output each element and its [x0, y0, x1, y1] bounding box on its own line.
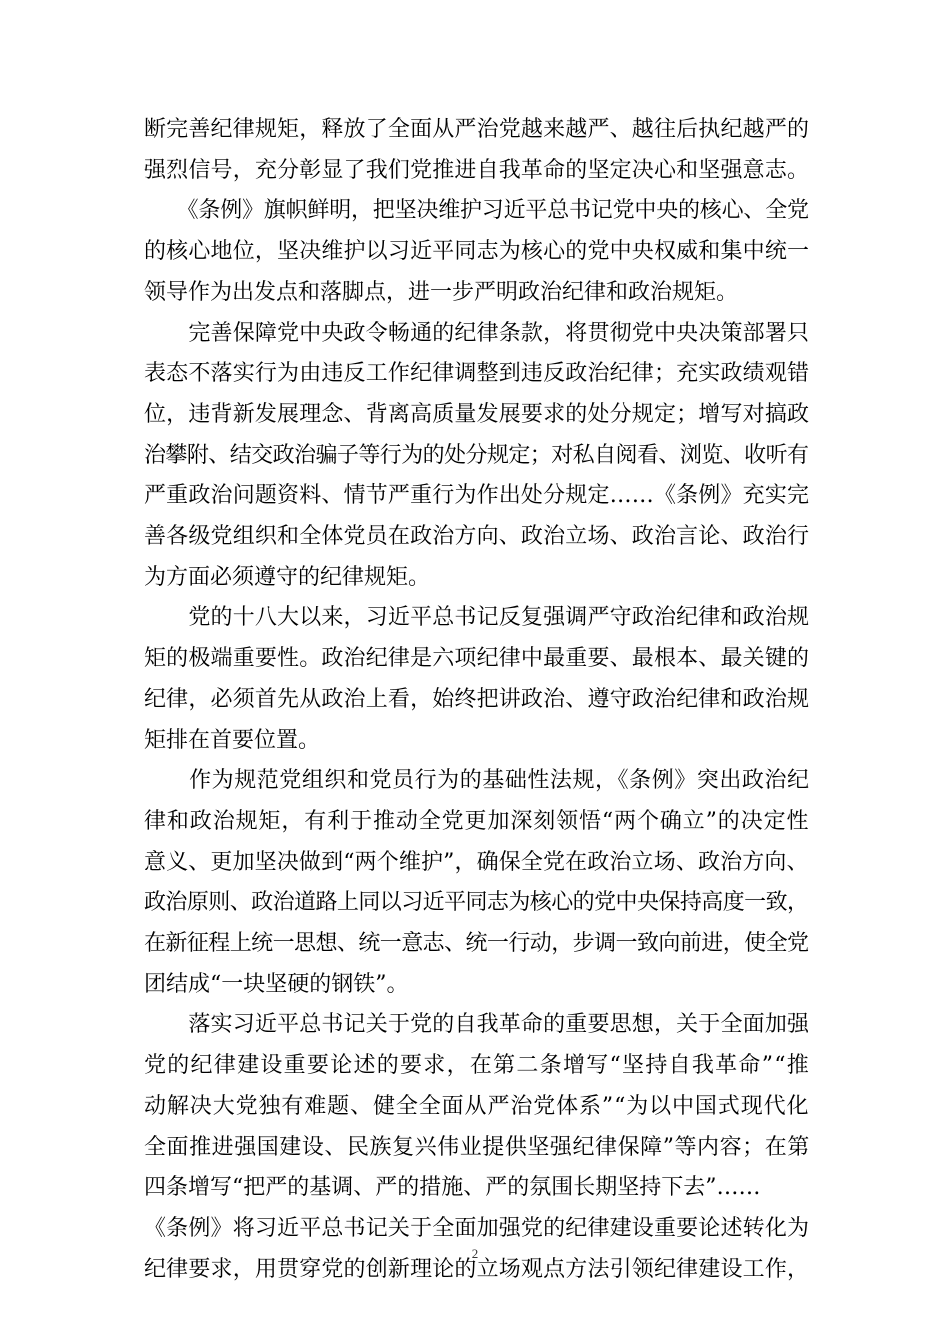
text-line: 为方面必须遵守的纪律规矩。 [144, 564, 431, 590]
text-line: 党的纪律建设重要论述的要求，在第二条增写“坚持自我革命”“推 [144, 1053, 811, 1079]
text-line: 政治原则、政治道路上同以习近平同志为核心的党中央保持高度一致， [144, 890, 809, 916]
text-line: 律和政治规矩，有利于推动全党更加深刻领悟“两个确立”的决定性 [144, 808, 810, 834]
text-line: 领导作为出发点和落脚点，进一步严明政治纪律和政治规矩。 [144, 279, 739, 305]
text-line: 表态不落实行为由违反工作纪律调整到违反政治纪律；充实政绩观错 [144, 361, 810, 387]
text-line: 纪律要求，用贯穿党的创新理论的立场观点方法引领纪律建设工作， [144, 1256, 810, 1282]
text-line: 的核心地位，坚决维护以习近平同志为核心的党中央权威和集中统一 [144, 239, 810, 265]
text-line: 全面推进强国建设、民族复兴伟业提供坚强纪律保障”等内容；在第 [144, 1134, 810, 1160]
text-line: 党的十八大以来，习近平总书记反复强调严守政治纪律和政治规 [144, 605, 810, 631]
text-line: 严重政治问题资料、情节严重行为作出处分规定……《条例》充实完 [144, 483, 810, 509]
text-line: 动解决大党独有难题、健全全面从严治党体系”“为以中国式现代化 [144, 1093, 810, 1119]
text-line: 完善保障党中央政令畅通的纪律条款，将贯彻党中央决策部署只 [144, 320, 810, 346]
text-line: 矩的极端重要性。政治纪律是六项纪律中最重要、最根本、最关键的 [144, 646, 810, 672]
text-line: 位，违背新发展理念、背离高质量发展要求的处分规定；增写对搞政 [144, 401, 810, 427]
text-line: 治攀附、结交政治骗子等行为的处分规定；对私自阅看、浏览、收听有 [144, 442, 809, 468]
text-line: 作为规范党组织和党员行为的基础性法规，《条例》突出政治纪 [144, 768, 810, 794]
text-line: 断完善纪律规矩，释放了全面从严治党越来越严、越往后执纪越严的 [144, 117, 810, 142]
text-line: 四条增写“把严的基调、严的措施、严的氛围长期坚持下去”…… [144, 1175, 761, 1201]
text-line: 《条例》将习近平总书记关于全面加强党的纪律建设重要论述转化为 [144, 1215, 810, 1241]
text-line: 矩排在首要位置。 [144, 727, 321, 753]
text-line: 团结成“一块坚硬的钢铁”。 [144, 971, 409, 997]
text-line: 在新征程上统一思想、统一意志、统一行动，步调一致向前进，使全党 [144, 931, 809, 956]
page-number: 2 [471, 1246, 479, 1261]
text-line: 善各级党组织和全体党员在政治方向、政治立场、政治言论、政治行 [144, 524, 810, 549]
text-line: 强烈信号，充分彰显了我们党推进自我革命的坚定决心和坚强意志。 [144, 157, 810, 183]
text-line: 落实习近平总书记关于党的自我革命的重要思想，关于全面加强 [144, 1012, 810, 1038]
text-line: 意义、更加坚决做到“两个维护”，确保全党在政治立场、政治方向、 [144, 849, 809, 875]
text-line: 纪律，必须首先从政治上看，始终把讲政治、遵守政治纪律和政治规 [144, 686, 810, 712]
text-line: 《条例》旗帜鲜明，把坚决维护习近平总书记党中央的核心、全党 [144, 198, 809, 224]
